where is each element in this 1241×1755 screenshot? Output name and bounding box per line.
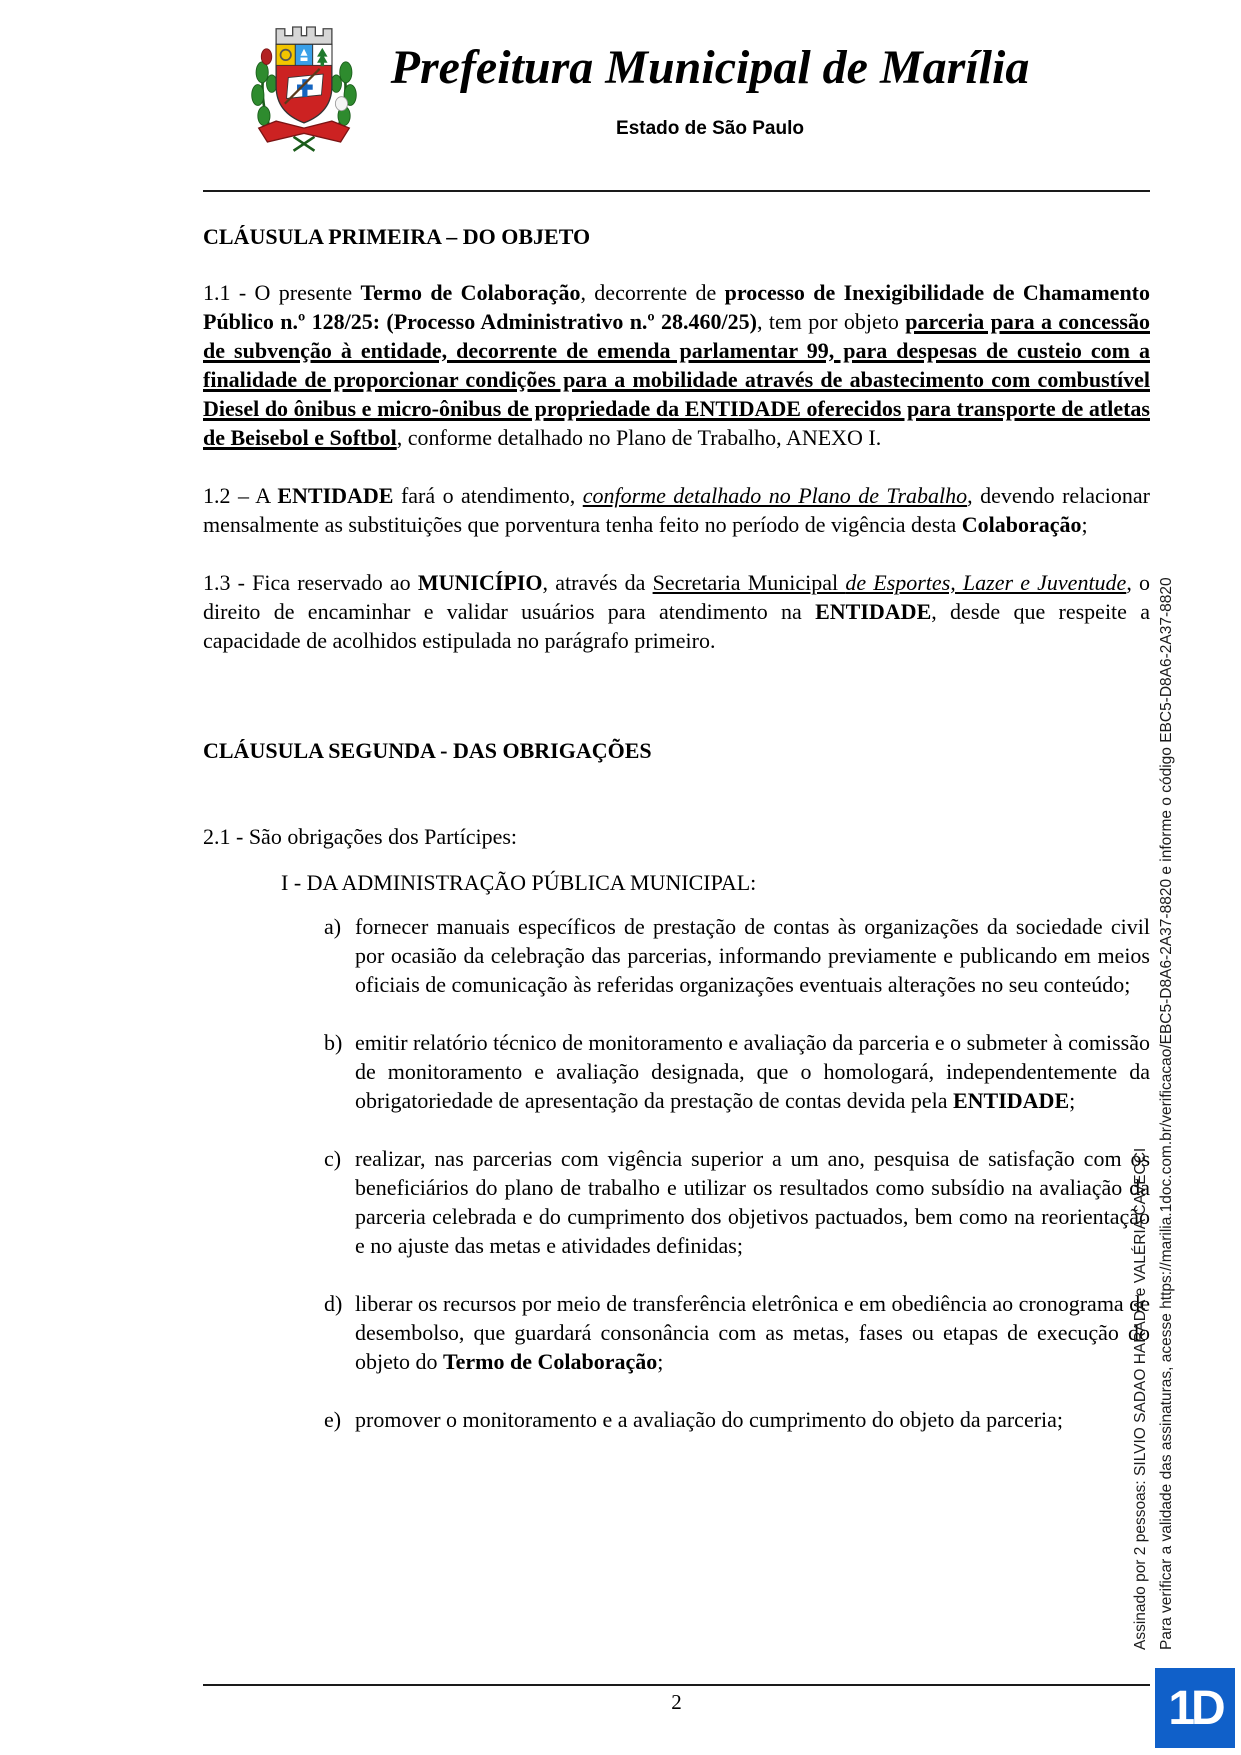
list-item-c bbox=[203, 1144, 1150, 1260]
list-item-b bbox=[203, 1028, 1150, 1115]
list-item-a bbox=[203, 912, 1150, 999]
list-item-d bbox=[203, 1289, 1150, 1376]
text-run: MUNICÍPIO bbox=[417, 570, 543, 595]
text-run: 1.1 - O presente bbox=[203, 280, 361, 305]
text-run: liberar os recursos por meio de transferência eletrônica e em obediência ao cronograma de desembolso, que guardará consonância com as metas, fases ou etapas de execução do objeto do bbox=[355, 1291, 1150, 1374]
text-run: ENTIDADE bbox=[952, 1088, 1070, 1113]
text-run: fará o atendimento, bbox=[393, 483, 583, 508]
text-run: , conforme detalhado no Plano de Trabalho, ANEXO I. bbox=[396, 425, 882, 450]
list-item-marker: b) bbox=[324, 1030, 343, 1055]
paragraph-1-1 bbox=[203, 278, 1150, 452]
clause-two-heading: CLÁUSULA SEGUNDA - DAS OBRIGAÇÕES bbox=[203, 738, 652, 763]
text-run: fornecer manuais específicos de prestação de contas às organizações da sociedade civil por ocasião da celebração das parcerias, informando previamente e publicando em meios oficiais de comunicação às referidas organizações eventuais alterações no seu conteúdo; bbox=[355, 914, 1150, 997]
text-run: promover o monitoramento e a avaliação do cumprimento do objeto da parceria; bbox=[355, 1407, 1064, 1432]
paragraph-2-1: 2.1 - São obrigações dos Partícipes: bbox=[203, 824, 518, 849]
text-run: realizar, nas parcerias com vigência superior a um ano, pesquisa de satisfação com os beneficiários do plano de trabalho e utilizar os resultados como subsídio na avaliação da parceria celebrada e do cumprimento dos objetivos pactuados, bem como na reorientação e no ajuste das metas e atividades definidas; bbox=[355, 1146, 1150, 1258]
text-run: , tem por objeto bbox=[757, 309, 906, 334]
paragraph-1-3 bbox=[203, 568, 1150, 655]
list-item-marker: a) bbox=[324, 914, 342, 939]
text-run: , através da bbox=[542, 570, 653, 595]
section-i-title: I - DA ADMINISTRAÇÃO PÚBLICA MUNICIPAL: bbox=[281, 870, 757, 895]
text-run: Colaboração bbox=[961, 512, 1082, 537]
text-run: parceria para a concessão de subvenção à entidade, decorrente de emenda parlamentar 99, para despesas de custeio com a finalidade de proporcionar condições para a mobilidade através de abastecimento com combustível Diesel do ônibus e micro-ônibus de propriedade da ENTIDADE oferecidos para transporte de atletas de Beisebol e Softbol bbox=[203, 309, 1150, 450]
text-run: ENTIDADE bbox=[815, 599, 932, 624]
text-run: , devendo relacionar mensalmente as substituições que porventura tenha feito no período de vigência desta bbox=[203, 483, 1151, 537]
text-run: ENTIDADE bbox=[277, 483, 394, 508]
page-title: Prefeitura Municipal de Marília bbox=[390, 41, 1030, 94]
text-run: Secretaria Municipal bbox=[652, 570, 846, 595]
marilia-coat-of-arms bbox=[243, 14, 365, 162]
list-item-text bbox=[355, 1405, 1150, 1434]
clause-one-heading: CLÁUSULA PRIMEIRA – DO OBJETO bbox=[203, 224, 591, 249]
list-item-text bbox=[355, 912, 1150, 999]
list-item-marker: e) bbox=[324, 1407, 342, 1432]
header-rule bbox=[203, 190, 1150, 192]
text-run: ; bbox=[1081, 512, 1088, 537]
header-subtitle: Estado de São Paulo bbox=[616, 118, 804, 139]
text-run: , desde que respeite a capacidade de acolhidos estipulada no parágrafo primeiro. bbox=[203, 599, 1151, 653]
text-run: processo de Inexigibilidade de Chamamento Público n.º 128/25: (Processo Administrativo n.º 28.460/25) bbox=[203, 280, 1151, 334]
signature-verification-line: Para verificar a validade das assinaturas, acesse https://marilia.1doc.com.br/verificacao/EBC5-D8A6-2A37-8820 e informe o código EBC5-D8A6-2A37-8820 bbox=[1158, 577, 1175, 1650]
obligations-list bbox=[203, 912, 1150, 1434]
page-number: 2 bbox=[671, 1690, 682, 1714]
text-run: , o direito de encaminhar e validar usuários para atendimento na bbox=[203, 570, 1150, 624]
text-run: emitir relatório técnico de monitoramento e avaliação da parceria e o submeter à comissão de monitoramento e avaliação designada, que o homologará, independentemente da obrigatoriedade de apresentação da prestação de contas devida pela bbox=[355, 1030, 1150, 1113]
document-body bbox=[203, 210, 1150, 1463]
text-run: , decorrente de bbox=[580, 280, 725, 305]
text-run: Termo de Colaboração bbox=[443, 1349, 658, 1374]
text-run: ; bbox=[1069, 1088, 1076, 1113]
list-item-e bbox=[203, 1405, 1150, 1434]
signature-line: Assinado por 2 pessoas: SILVIO SADAO HARADA e VALÉRIA CAVECCI bbox=[1132, 1147, 1149, 1650]
list-item-marker: d) bbox=[324, 1291, 343, 1316]
list-item-text bbox=[355, 1028, 1150, 1115]
footer-rule bbox=[203, 1684, 1150, 1686]
text-run: conforme detalhado no Plano de Trabalho bbox=[582, 483, 968, 508]
text-run: de Esportes, Lazer e Juventude bbox=[845, 570, 1127, 595]
text-run: 1.3 - Fica reservado ao bbox=[203, 570, 418, 595]
list-item-text bbox=[355, 1289, 1150, 1376]
document-header bbox=[380, 42, 1040, 140]
list-item-text bbox=[355, 1144, 1150, 1260]
text-run: 1.2 – A bbox=[203, 483, 278, 508]
list-item-marker: c) bbox=[324, 1146, 342, 1171]
onedoc-logo: 1D bbox=[1155, 1668, 1235, 1748]
paragraph-1-2 bbox=[203, 481, 1150, 539]
text-run: Termo de Colaboração bbox=[360, 280, 581, 305]
text-run: ; bbox=[657, 1349, 664, 1374]
